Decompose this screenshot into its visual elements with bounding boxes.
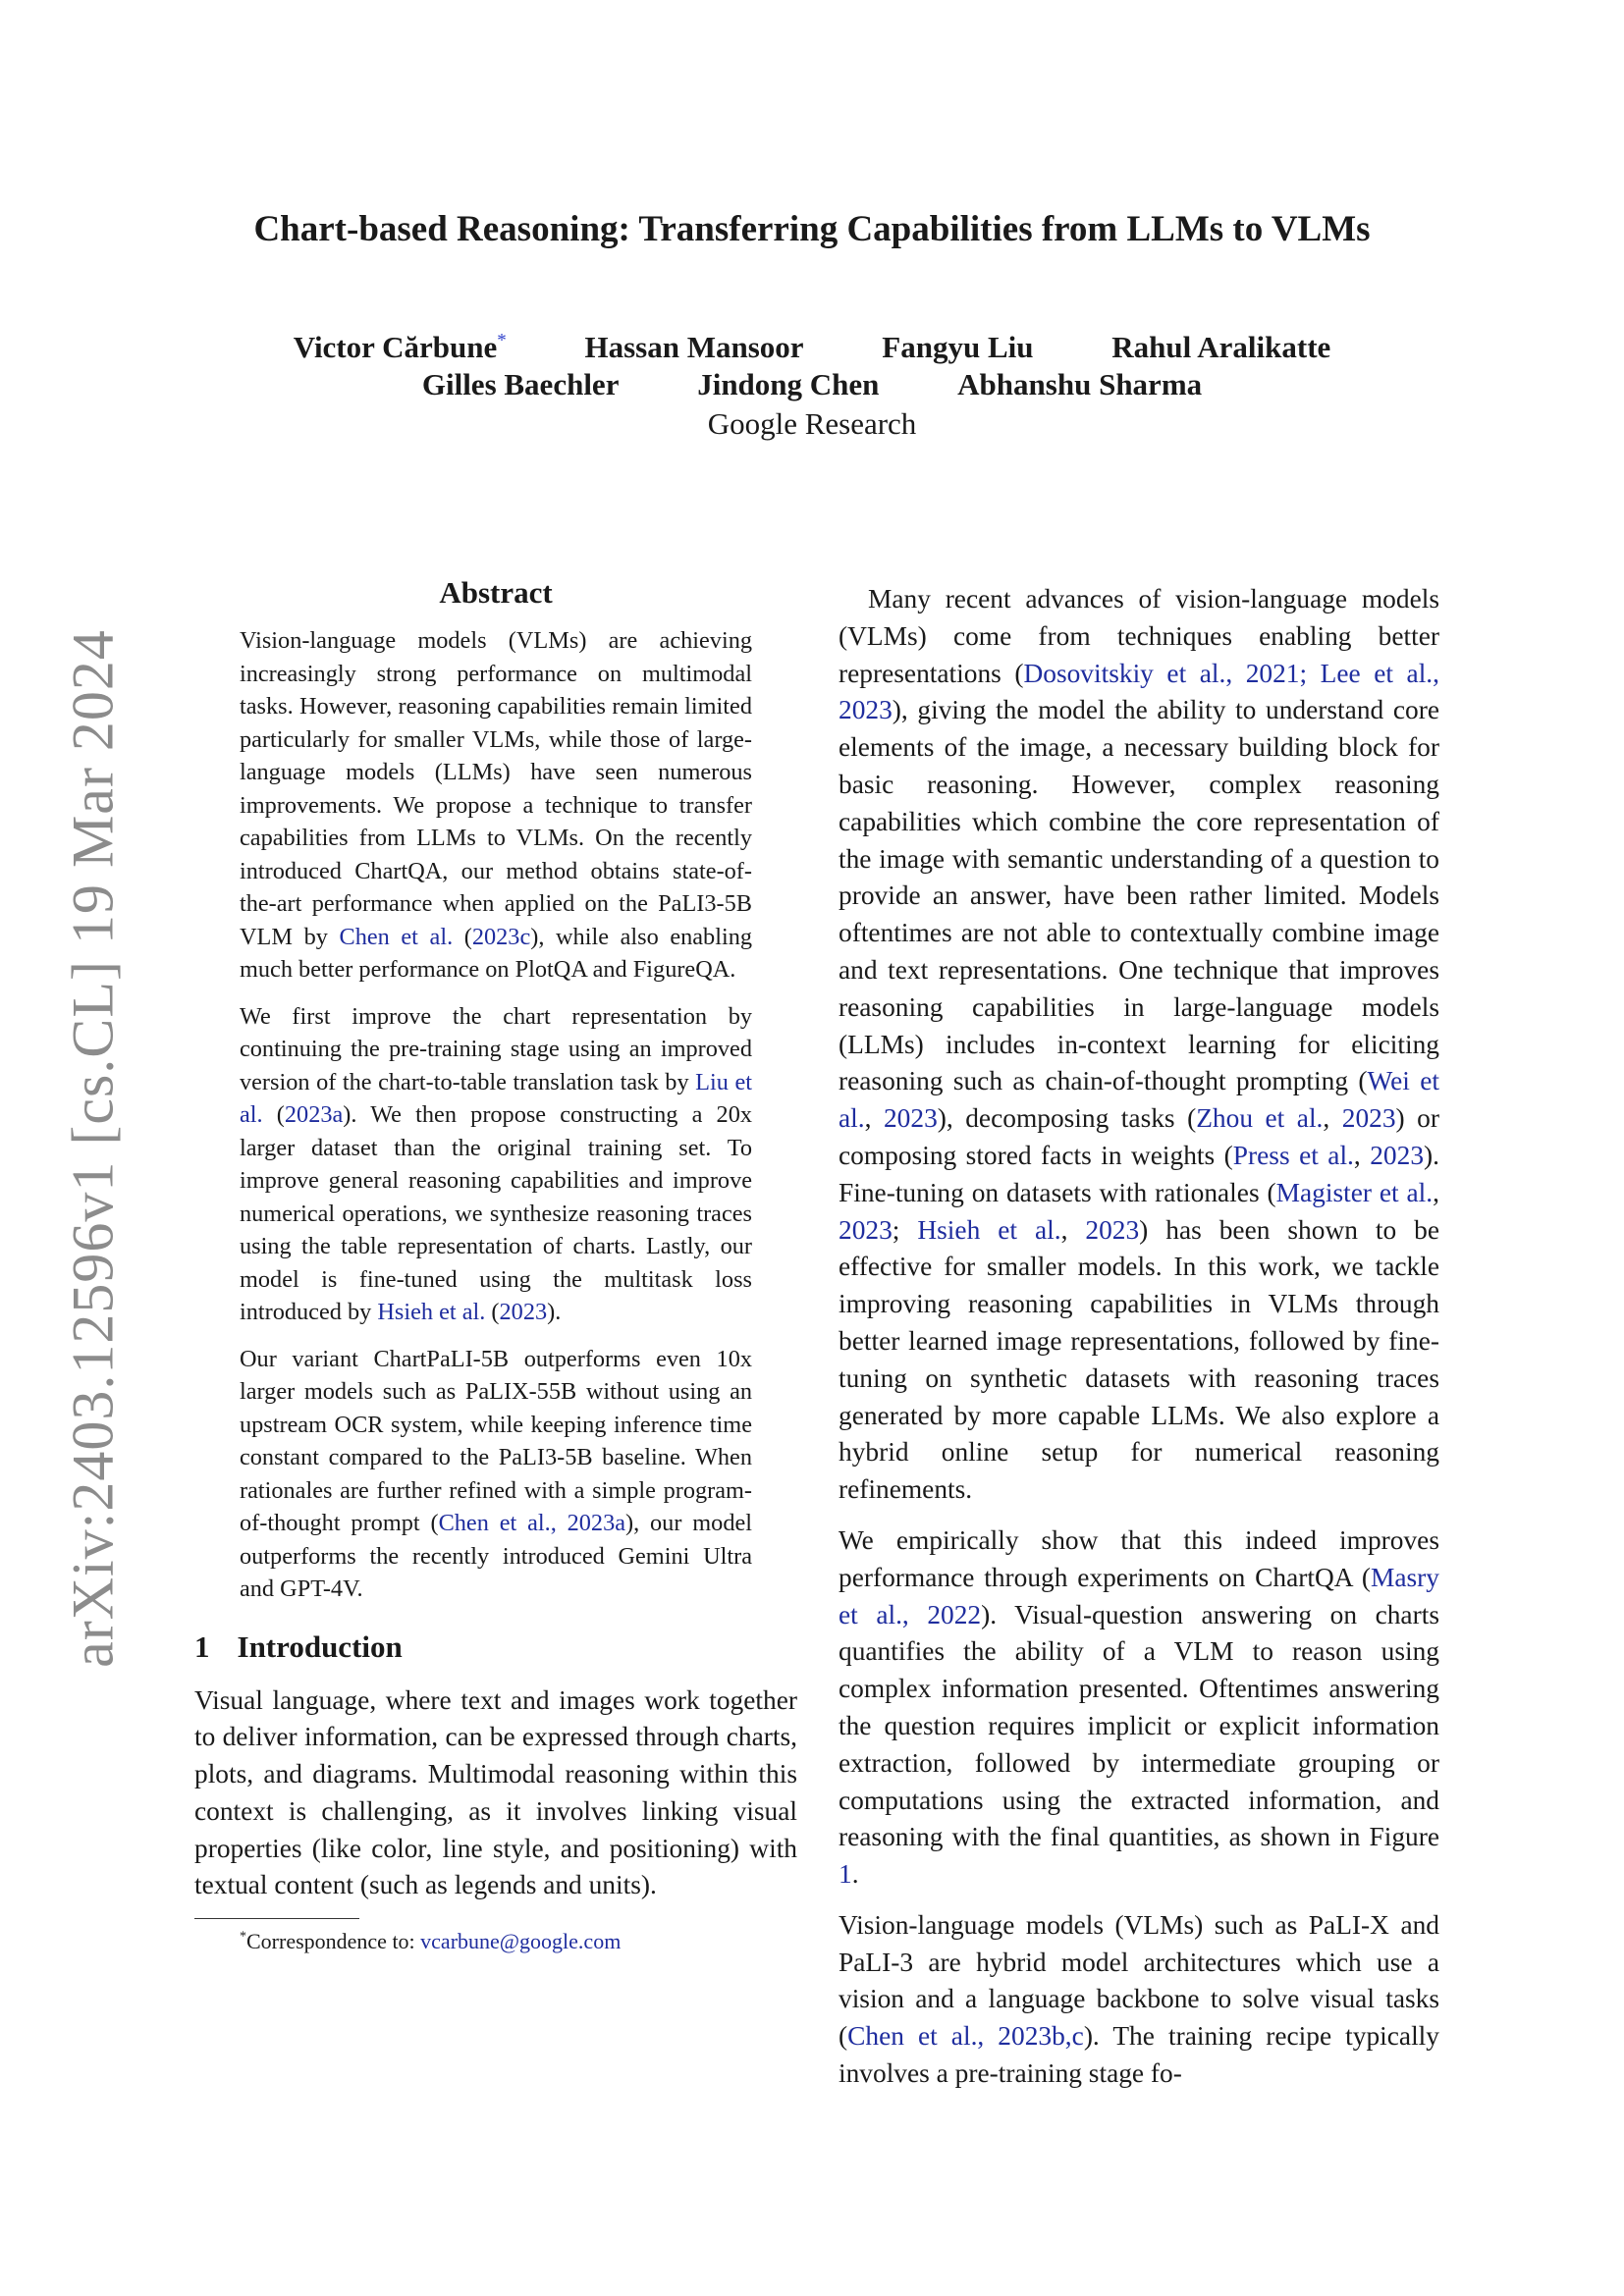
citation-link[interactable]: 2023 [839, 1214, 893, 1245]
intro-body [194, 1682, 797, 1905]
citation-link[interactable]: Hsieh et al. [377, 1299, 486, 1325]
citation-link[interactable]: Lee et al., 2023 [839, 658, 1439, 725]
abstract-body [194, 624, 797, 1606]
author-row-2 [0, 367, 1624, 402]
figure-link[interactable]: 1 [839, 1859, 852, 1890]
citation-link[interactable]: 2023 [1370, 1140, 1425, 1170]
author-name: Gilles Baechler [421, 367, 620, 401]
left-column [194, 575, 797, 1954]
citation-link[interactable]: Dosovitskiy et al., 2021 [1023, 658, 1300, 688]
body-paragraph: Many recent advances of vision-language models (VLMs) come from techniques enabling better representations (Dosovitskiy et al., 2021; Lee et al., 2023), giving the model the ability to understand core elements of the image, a necessary building block for basic reasoning. However, complex reasoning capabilities which combine the core representation of the image with semantic understanding of a question to provide an answer, have been rather limited. Models oftentimes are not able to contextually combine image and text representations. One technique that improves reasoning capabilities in large-language models (LLMs) includes in-context learning for eliciting reasoning such as chain-of-thought prompting (Wei et al., 2023), decomposing tasks (Zhou et al., 2023) or composing stored facts in weights (Press et al., 2023). Fine-tuning on datasets with rationales (Magister et al., 2023; Hsieh et al., 2023) has been shown to be effective for smaller models. In this work, we tackle improving reasoning capabilities in VLMs through better learned image representations, followed by fine-tuning on synthetic datasets with reasoning traces generated by more capable LLMs. We also explore a hybrid online setup for numerical reasoning refinements. [839, 584, 1439, 1505]
citation-link[interactable]: Masry et al., 2022 [839, 1562, 1439, 1629]
citation-link[interactable]: Wei et al. [839, 1066, 1439, 1134]
arxiv-identifier-text: arXiv:2403.12596v1 [cs.CL] 19 Mar 2024 [60, 629, 126, 1668]
paper-title: Chart-based Reasoning: Transferring Capabilities from LLMs to VLMs [253, 209, 1371, 249]
citation-link[interactable]: 2023a [284, 1101, 344, 1128]
citation-link[interactable]: Chen et al., 2023b [847, 2021, 1065, 2052]
footnote-mark: * [240, 1929, 246, 1945]
author-name: Abhanshu Sharma [957, 367, 1203, 401]
right-column [839, 581, 1439, 2107]
citation-link[interactable]: 2023 [1085, 1214, 1140, 1245]
body-paragraph: We empirically show that this indeed improves performance through experiments on ChartQA (Masry et al., 2022). Visual-question answering on charts quantifies the ability of a VLM to reason using complex information presented. Oftentimes answering the question requires implicit or explicit information extraction, followed by intermediate grouping or computations using the extracted information, and reasoning with the final quantities, as shown in Figure 1. [839, 1524, 1439, 1890]
email-link[interactable]: vcarbune@google.com [420, 1929, 622, 1954]
body-paragraph: Vision-language models (VLMs) such as PaLI-X and PaLI-3 are hybrid model architectures which use a vision and a language backbone to solve visual tasks (Chen et al., 2023b,c). The training recipe typically involves a pre-training stage fo- [839, 1909, 1439, 2089]
abstract-paragraph: We first improve the chart representation by continuing the pre-training stage using an improved version of the chart-to-table translation task by Liu et al. (2023a). We then propose constructing a 20x larger dataset than the original training set. To improve general reasoning capabilities and improve numerical operations, we synthesize reasoning traces using the table representation of charts. Lastly, our model is fine-tuned using the multitask loss introduced by Hsieh et al. (2023). [240, 1002, 752, 1325]
author-name: Rahul Aralikatte [1111, 330, 1331, 364]
author-name: Victor Cărbune* [293, 330, 507, 364]
author-name: Jindong Chen [697, 367, 880, 401]
citation-link[interactable]: Press et al. [1232, 1140, 1354, 1170]
section-title: Introduction [237, 1629, 403, 1664]
abstract-paragraph: Our variant ChartPaLI-5B outperforms even 10x larger models such as PaLIX-55B without using an upstream OCR system, while keeping inference time constant compared to the PaLI3-5B baseline. When rationales are further refined with a simple program-of-thought prompt (Chen et al., 2023a), our model outperforms the recently introduced Gemini Ultra and GPT-4V. [240, 1345, 753, 1602]
abstract-heading: Abstract [439, 575, 553, 610]
citation-link[interactable]: 2023 [883, 1103, 938, 1134]
citation-link[interactable]: c [1071, 2021, 1084, 2052]
citation-link[interactable]: 2023 [1341, 1103, 1396, 1134]
citation-link[interactable]: Liu et al. [240, 1068, 752, 1128]
body-paragraph: Visual language, where text and images work together to deliver information, can be expressed through charts, plots, and diagrams. Multimodal reasoning within this context is challenging, as it involves linking visual properties (like color, line style, and positioning) with textual content (such as legends and units). [194, 1684, 797, 1900]
abstract-paragraph: Vision-language models (VLMs) are achieving increasingly strong performance on multimodal tasks. However, reasoning capabilities remain limited particularly for smaller VLMs, while those of large-language models (LLMs) have seen numerous improvements. We propose a technique to transfer capabilities from LLMs to VLMs. On the recently introduced ChartQA, our method obtains state-of-the-art performance when applied on the PaLI3-5B VLM by Chen et al. (2023c), while also enabling much better performance on PlotQA and FigureQA. [240, 627, 752, 983]
citation-link[interactable]: Chen et al. [339, 923, 454, 950]
citation-link[interactable]: Chen et al., 2023a [438, 1510, 626, 1536]
citation-link[interactable]: Hsieh et al. [917, 1214, 1061, 1245]
citation-link[interactable]: Zhou et al. [1196, 1103, 1324, 1134]
citation-link[interactable]: 2023c [471, 923, 531, 950]
footnote-divider [194, 1918, 359, 1919]
author-row-1 [0, 330, 1624, 365]
footnote: *Correspondence to: vcarbune@google.com [240, 1929, 622, 1954]
footnote-marker[interactable]: * [497, 330, 507, 351]
citation-link[interactable]: Magister et al. [1275, 1177, 1434, 1207]
section-heading-introduction [194, 1629, 797, 1665]
section-number: 1 [194, 1629, 210, 1664]
affiliation: Google Research [707, 406, 917, 441]
author-name: Fangyu Liu [882, 330, 1034, 364]
author-name: Hassan Mansoor [584, 330, 804, 364]
citation-link[interactable]: 2023 [499, 1299, 548, 1325]
